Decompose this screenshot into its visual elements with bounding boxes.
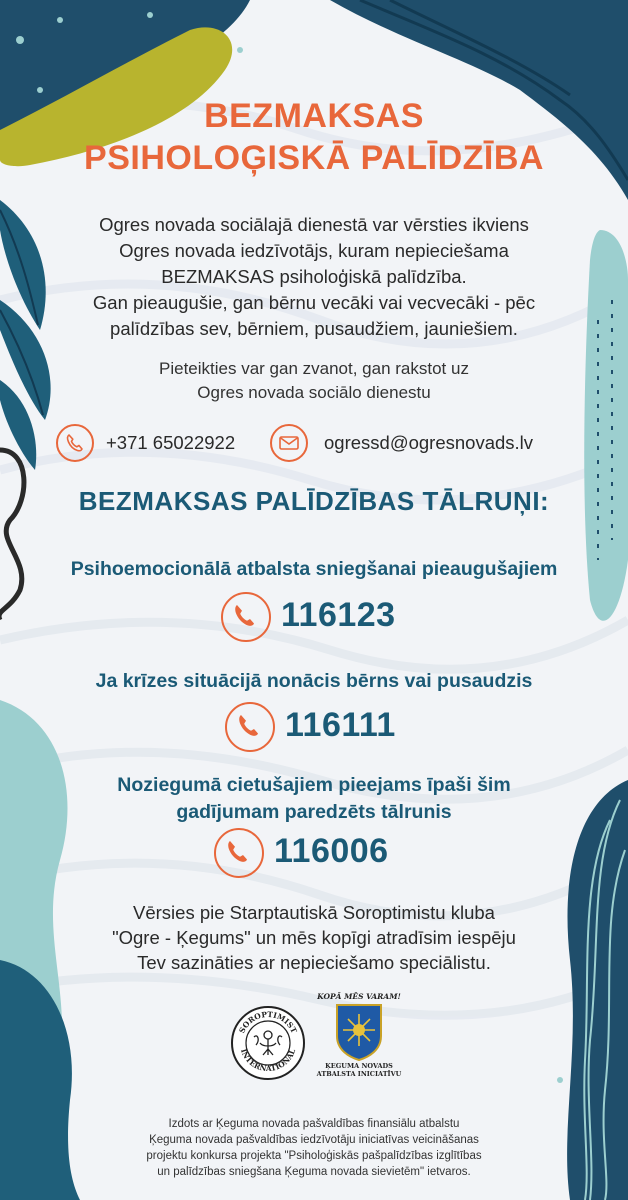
phone-icon [221, 592, 271, 642]
phone-link[interactable]: +371 65022922 [106, 432, 236, 453]
title-line-1: BEZMAKSAS [204, 97, 424, 135]
helpline-row[interactable] [221, 592, 401, 644]
footer-line: un palīdzības sniegšana Ķeguma novada sievietēm" ietvaros. [157, 1166, 471, 1178]
intro-line: Ogres novada iedzīvotājs, kuram nepieciešama [119, 240, 509, 261]
closing-line: "Ogre - Ķegums" un mēs kopīgi atradīsim iespēju [112, 927, 516, 948]
apply-line: Pieteikties var gan zvanot, gan rakstot uz [159, 359, 469, 378]
helpline-number: 116111 [285, 706, 396, 744]
apply-text [60, 357, 568, 405]
helpline-label [20, 772, 608, 826]
phone-icon [214, 828, 264, 878]
kegums-shield-icon [333, 1002, 385, 1062]
closing-line: Tev sazināties ar nepieciešamo speciālistu. [137, 952, 491, 973]
soroptimist-bottom-text: INTERNATIONAL [238, 1047, 298, 1074]
kegums-logo [316, 992, 402, 1078]
intro-text [40, 212, 588, 342]
footer-note [110, 1116, 518, 1180]
helpline-label-line: Noziegumā cietušajiem pieejams īpaši šim [117, 774, 511, 796]
kegums-name: ĶEGUMA NOVADS [325, 1062, 393, 1070]
email-link[interactable]: ogressd@ogresnovads.lv [324, 432, 534, 453]
intro-line: Ogres novada sociālajā dienestā var vērsties ikviens [99, 214, 529, 235]
phone-icon [225, 702, 275, 752]
kegums-subtitle: ATBALSTA INICIATĪVU [316, 1070, 402, 1078]
helplines-title: BEZMAKSAS PALĪDZĪBAS TĀLRUŅI: [78, 486, 550, 516]
helpline-label [20, 668, 608, 695]
helpline-label [20, 556, 608, 583]
helpline-row[interactable] [214, 828, 404, 880]
closing-text [60, 900, 568, 975]
helpline-number: 116006 [274, 832, 389, 870]
intro-line: BEZMAKSAS psiholoģiskā palīdzība. [161, 266, 467, 287]
intro-line: Gan pieaugušie, gan bērnu vecāki vai vecvecāki - pēc [92, 292, 536, 313]
contact-row [56, 424, 596, 468]
helpline-number: 116123 [281, 596, 396, 634]
helpline-label-line: Psihoemocionālā atbalsta sniegšanai pieaugušajiem [70, 558, 558, 580]
footer-line: projektu konkursa projekta "Psiholoģiskās pašpalīdzības izglītības [146, 1150, 482, 1162]
helpline-label-line: gadījumam paredzēts tālrunis [176, 801, 452, 823]
soroptimist-logo [230, 1005, 306, 1081]
page-title [0, 95, 628, 179]
soroptimist-top-text: SOROPTIMIST [237, 1009, 299, 1035]
helpline-row[interactable] [225, 702, 405, 754]
kegums-motto: KOPĀ MĒS VARAM! [317, 992, 401, 1001]
intro-line: palīdzības sev, bērniem, pusaudžiem, jauniešiem. [110, 318, 518, 339]
envelope-icon [270, 424, 308, 462]
footer-line: Ķeguma novada pašvaldības iedzīvotāju iniciatīvas veicināšanas [149, 1134, 479, 1146]
helpline-label-line: Ja krīzes situācijā nonācis bērns vai pusaudzis [95, 670, 533, 692]
apply-line: Ogres novada sociālo dienestu [197, 383, 431, 402]
phone-icon [56, 424, 94, 462]
closing-line: Vērsies pie Starptautiskā Soroptimistu kluba [133, 902, 495, 923]
title-line-2: PSIHOLOĢISKĀ PALĪDZĪBA [84, 139, 544, 177]
footer-line: Izdots ar Ķeguma novada pašvaldības finansiālu atbalstu [168, 1118, 460, 1130]
